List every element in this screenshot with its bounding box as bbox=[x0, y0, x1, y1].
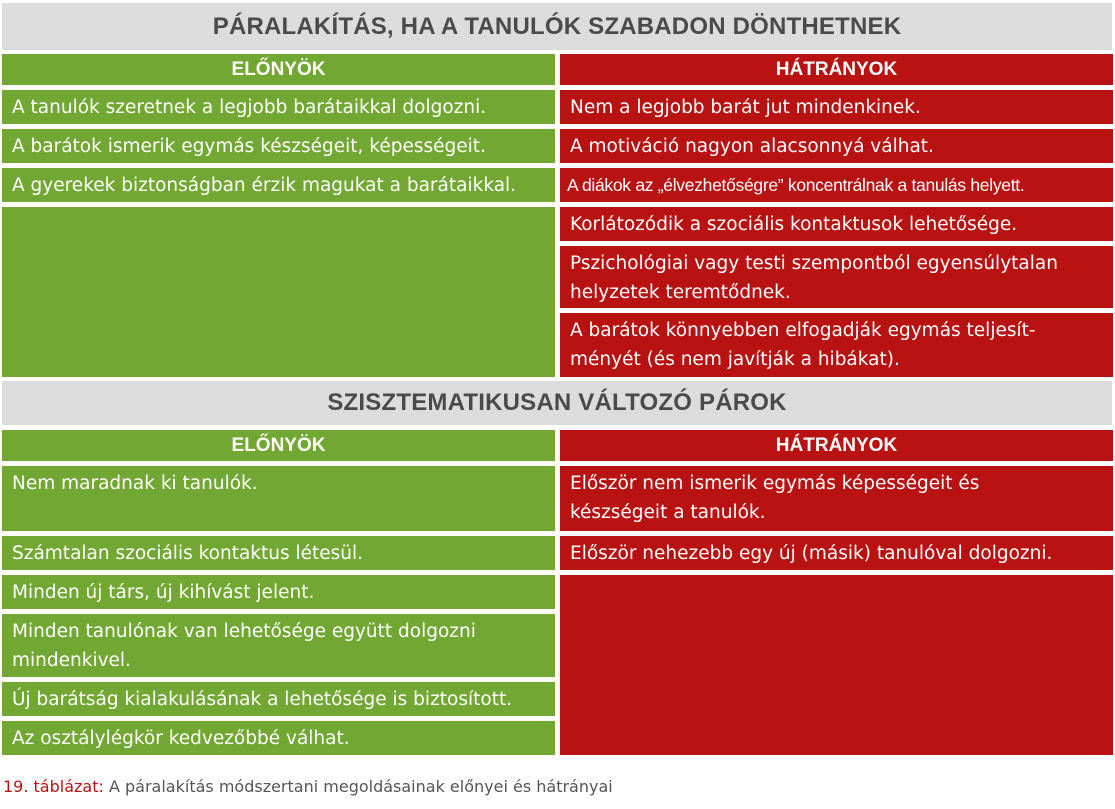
section1-con-4: Korlátozódik a szociális kontaktusok lehetősége. bbox=[560, 207, 1113, 241]
section2-pro-3: Minden új társ, új kihívást jelent. bbox=[2, 575, 555, 609]
section2-pro-1: Nem maradnak ki tanulók. bbox=[2, 466, 555, 531]
section1-pro-2: A barátok ismerik egymás készségeit, képességeit. bbox=[2, 129, 555, 163]
section2-pro-4-line-2: mindenkivel. bbox=[12, 650, 131, 671]
section2-pro-2: Számtalan szociális kontaktus létesül. bbox=[2, 536, 555, 570]
section1-con-3: A diákok az „élvezhetőségre” koncentrálnak a tanulás helyett. bbox=[560, 168, 1113, 202]
section2-con-1 bbox=[560, 466, 1113, 531]
caption-label: 19. táblázat: bbox=[3, 777, 104, 796]
section2-cons-header: HÁTRÁNYOK bbox=[560, 430, 1113, 461]
section2-cons-empty bbox=[560, 575, 1113, 755]
table-caption bbox=[3, 776, 613, 798]
section2-title: SZISZTEMATIKUSAN VÁLTOZÓ PÁROK bbox=[2, 381, 1112, 425]
section1-con-1: Nem a legjobb barát jut mindenkinek. bbox=[560, 90, 1113, 124]
section2-con-2: Először nehezebb egy új (másik) tanulóval dolgozni. bbox=[560, 536, 1113, 570]
section1-pros-empty bbox=[2, 207, 555, 377]
caption-text: A páralakítás módszertani megoldásainak előnyei és hátrányai bbox=[108, 777, 613, 796]
section1-con-5 bbox=[560, 246, 1113, 308]
section2-con-1-line-2: készségeit a tanulók. bbox=[570, 502, 766, 523]
section2-pro-6: Az osztálylégkör kedvezőbbé válhat. bbox=[2, 721, 555, 755]
section2-pro-4 bbox=[2, 614, 555, 677]
section1-con-6-line-1: A barátok könnyebben elfogadják egymás teljesít- bbox=[570, 320, 1036, 341]
section1-con-5-line-1: Pszichológiai vagy testi szempontból egyensúlytalan bbox=[570, 253, 1058, 274]
section1-con-6-line-2: ményét (és nem javítják a hibákat). bbox=[570, 349, 900, 370]
section1-pro-3: A gyerekek biztonságban érzik magukat a barátaikkal. bbox=[2, 168, 555, 202]
section1-con-6 bbox=[560, 313, 1113, 377]
section1-title: PÁRALAKÍTÁS, HA A TANULÓK SZABADON DÖNTHETNEK bbox=[2, 3, 1112, 50]
section1-pros-header: ELŐNYÖK bbox=[2, 54, 555, 85]
section2-pro-5: Új barátság kialakulásának a lehetősége is biztosított. bbox=[2, 682, 555, 716]
section1-cons-header: HÁTRÁNYOK bbox=[560, 54, 1113, 85]
section2-con-1-line-1: Először nem ismerik egymás képességeit és bbox=[570, 473, 980, 494]
section1-con-5-line-2: helyzetek teremtődnek. bbox=[570, 282, 791, 303]
section1-con-2: A motiváció nagyon alacsonnyá válhat. bbox=[560, 129, 1113, 163]
section1-pro-1: A tanulók szeretnek a legjobb barátaikkal dolgozni. bbox=[2, 90, 555, 124]
section2-pros-header: ELŐNYÖK bbox=[2, 430, 555, 461]
section2-pro-4-line-1: Minden tanulónak van lehetősége együtt dolgozni bbox=[12, 621, 476, 642]
